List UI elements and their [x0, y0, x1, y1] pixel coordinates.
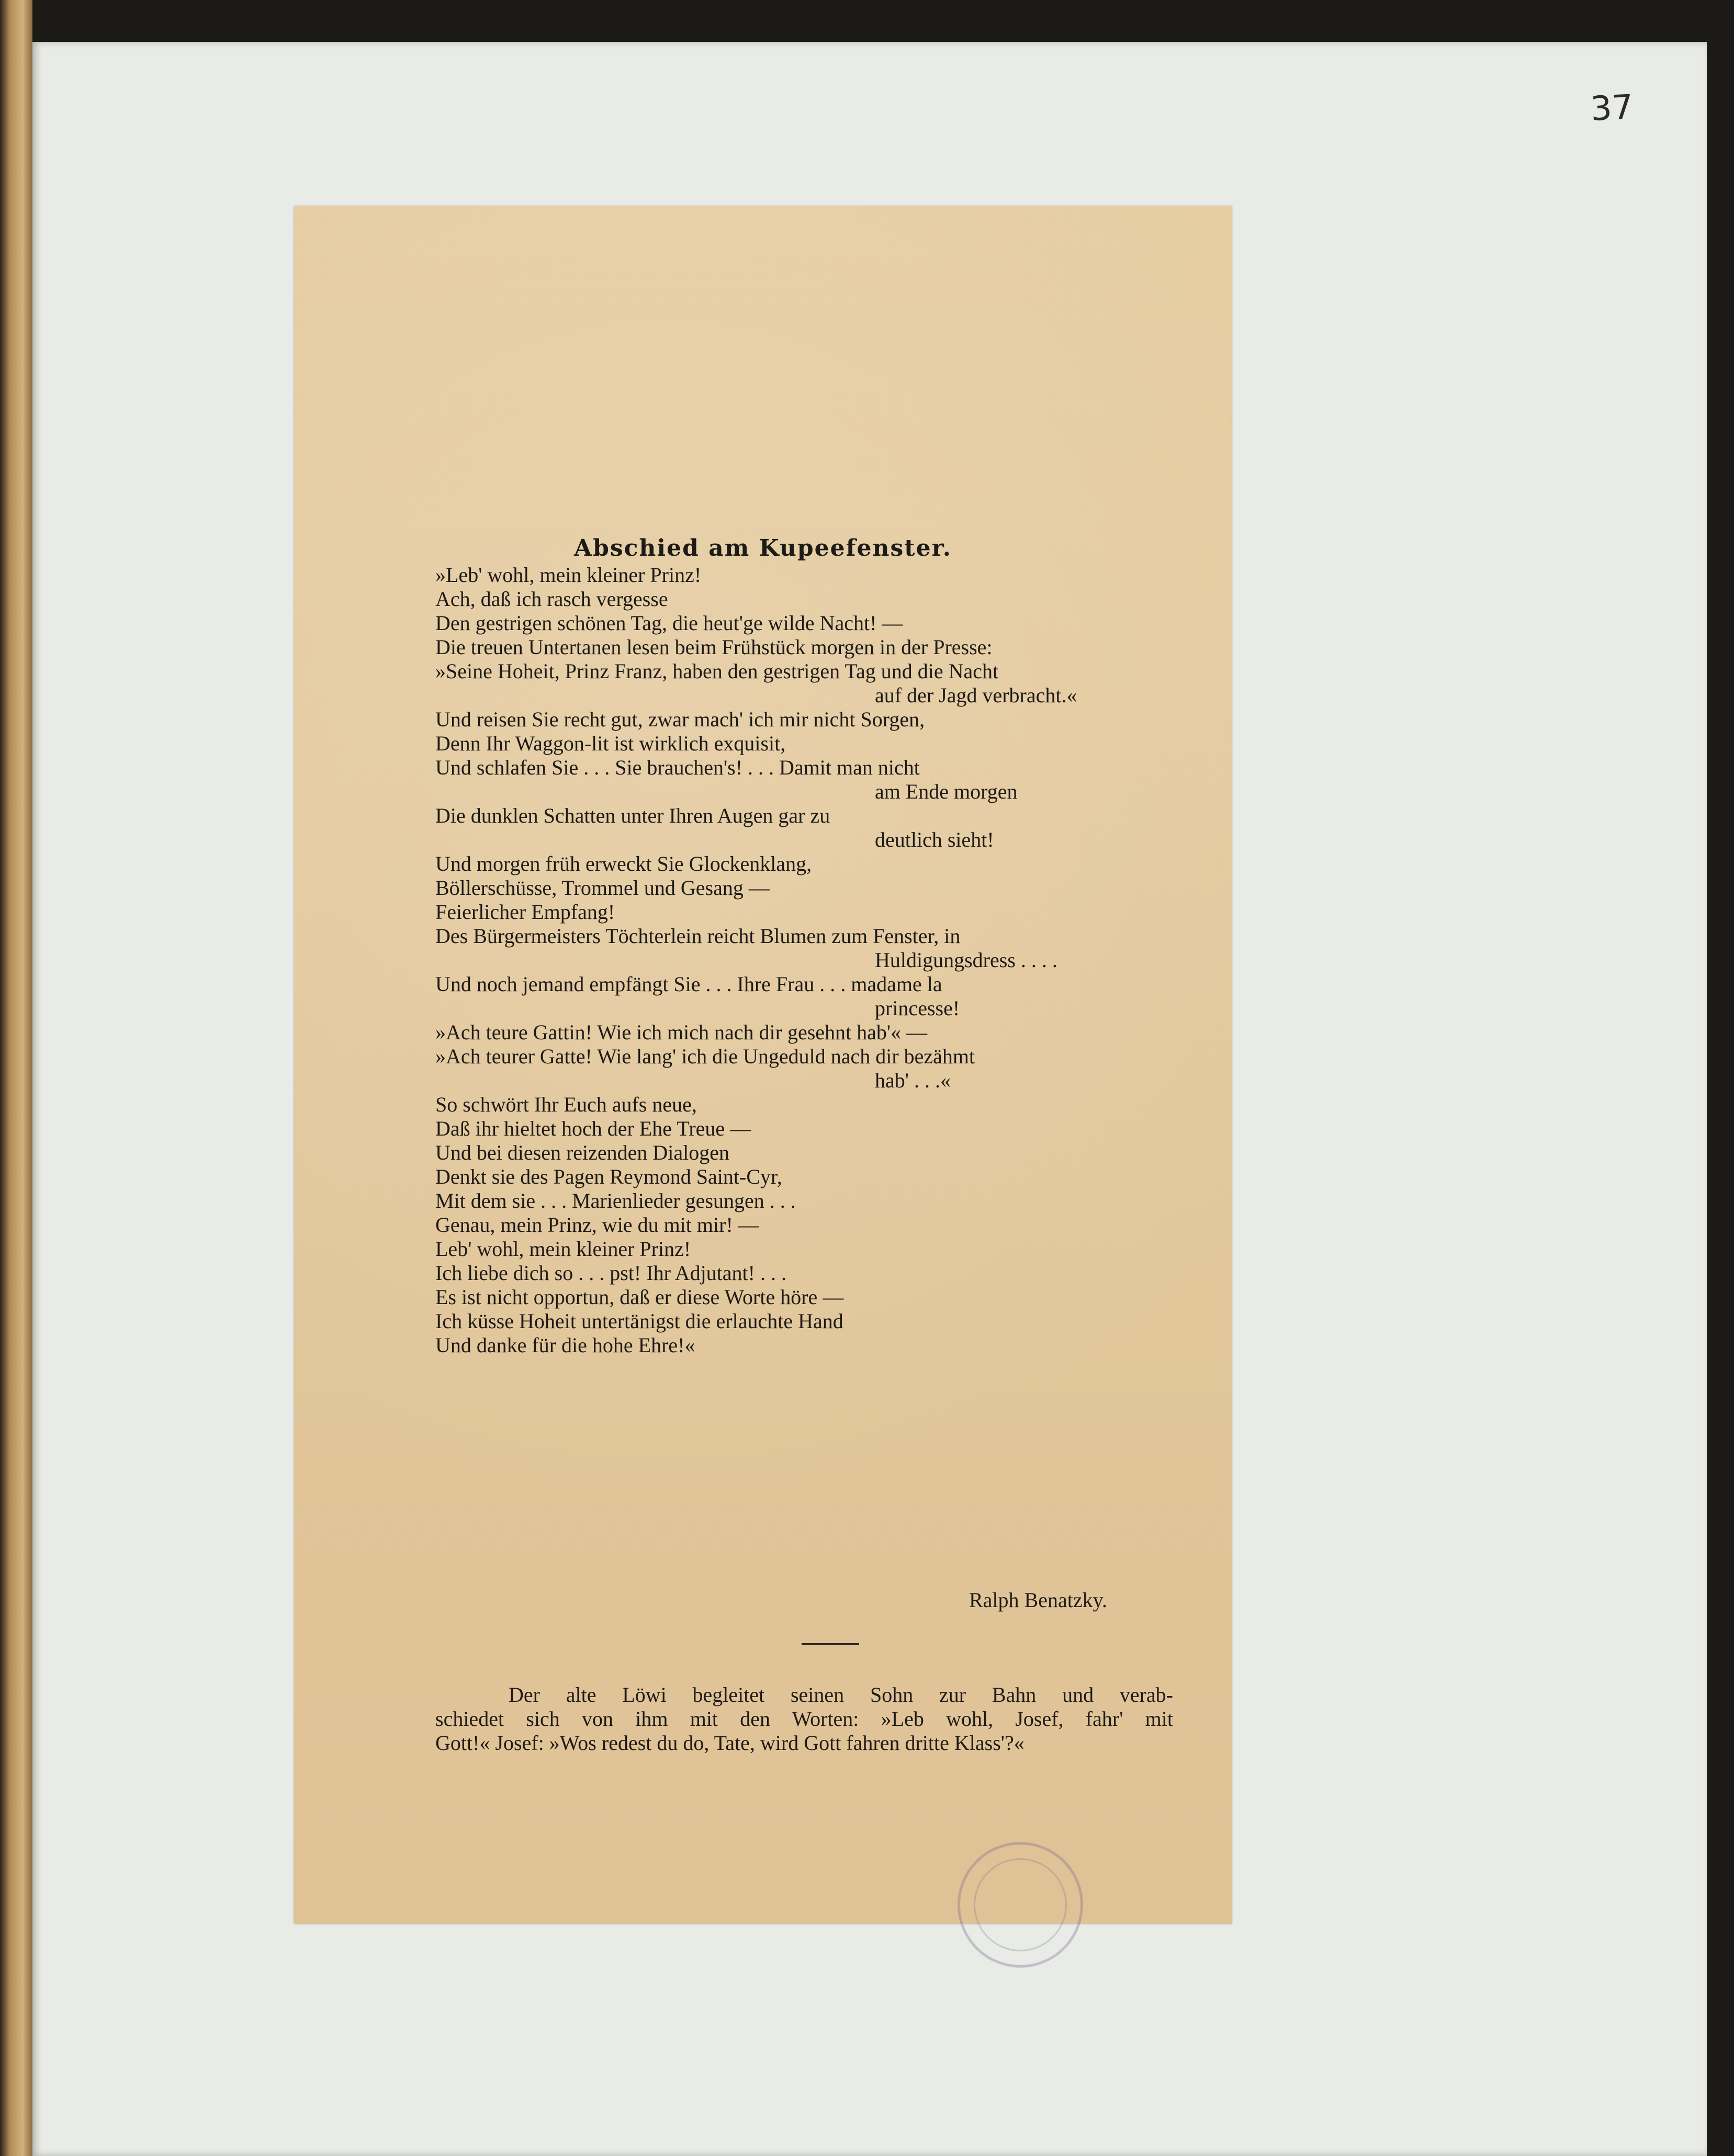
poem-line: Die treuen Untertanen lesen beim Frühstück morgen in der Presse: — [435, 635, 993, 659]
poem-line: Und morgen früh erweckt Sie Glockenklang, — [435, 852, 812, 875]
poem-line: Genau, mein Prinz, wie du mit mir! — — [435, 1213, 759, 1237]
poem-line: Denkt sie des Pagen Reymond Saint-Cyr, — [435, 1165, 782, 1188]
poem-line: Und schlafen Sie . . . Sie brauchen's! . . . Damit man nicht — [435, 756, 920, 779]
poem-line: princesse! — [875, 996, 960, 1020]
poem-line: Ach, daß ich rasch vergesse — [435, 587, 668, 611]
poem-line: am Ende morgen — [875, 780, 1018, 803]
poem-line: Huldigungsdress . . . . — [875, 948, 1057, 972]
poem-line: Es ist nicht opportun, daß er diese Worte höre — — [435, 1285, 844, 1309]
section-divider — [802, 1643, 859, 1645]
page-number: 37 — [1590, 87, 1635, 129]
poem-line: Und noch jemand empfängt Sie . . . Ihre Frau . . . madame la — [435, 972, 942, 996]
poem-line: hab' . . .« — [875, 1069, 951, 1092]
poem-line: Denn Ihr Waggon-lit ist wirklich exquisit, — [435, 732, 786, 755]
poem-line: Feierlicher Empfang! — [435, 900, 615, 924]
anecdote-line: schiedet sich von ihm mit den Worten: »Leb wohl, Josef, fahr' mit — [435, 1707, 1173, 1731]
poem-line: Die dunklen Schatten unter Ihren Augen gar zu — [435, 804, 830, 827]
poem-line: Den gestrigen schönen Tag, die heut'ge wilde Nacht! — — [435, 611, 903, 635]
poem-text — [435, 563, 1173, 1357]
poem-line: »Seine Hoheit, Prinz Franz, haben den gestrigen Tag und die Nacht — [435, 659, 999, 683]
poem-author: Ralph Benatzky. — [969, 1588, 1108, 1612]
poem-line: Und danke für die hohe Ehre!« — [435, 1333, 695, 1357]
poem-line: Ich küsse Hoheit untertänigst die erlauchte Hand — [435, 1309, 843, 1333]
poem-line: So schwört Ihr Euch aufs neue, — [435, 1093, 697, 1116]
poem-line: Leb' wohl, mein kleiner Prinz! — [435, 1237, 691, 1261]
poem-line: Und reisen Sie recht gut, zwar mach' ich mir nicht Sorgen, — [435, 708, 925, 731]
anecdote-line: Gott!« Josef: »Wos redest du do, Tate, wird Gott fahren dritte Klass'?« — [435, 1731, 1024, 1755]
poem-line: Ich liebe dich so . . . pst! Ihr Adjutant! . . . — [435, 1261, 786, 1285]
poem-title: Abschied am Kupeefenster. — [573, 535, 952, 562]
poem-line: Böllerschüsse, Trommel und Gesang — — [435, 876, 770, 900]
poem-line: Daß ihr hieltet hoch der Ehe Treue — — [435, 1117, 751, 1140]
newspaper-clipping — [294, 206, 1232, 1924]
poem-line: »Leb' wohl, mein kleiner Prinz! — [435, 563, 702, 587]
anecdote-text — [435, 1683, 1173, 1755]
archive-stamp — [958, 1842, 1083, 1968]
poem-line: Und bei diesen reizenden Dialogen — [435, 1141, 730, 1164]
anecdote-line: Der alte Löwi begleitet seinen Sohn zur Bahn und verab- — [509, 1683, 1173, 1706]
poem-line: Mit dem sie . . . Marienlieder gesungen . . . — [435, 1189, 796, 1212]
poem-line: Des Bürgermeisters Töchterlein reicht Blumen zum Fenster, in — [435, 924, 961, 948]
poem-line: deutlich sieht! — [875, 828, 994, 851]
album-binding-strip — [0, 0, 32, 2156]
poem-line: »Ach teure Gattin! Wie ich mich nach dir gesehnt hab'« — — [435, 1020, 928, 1044]
poem-line: auf der Jagd verbracht.« — [875, 683, 1077, 707]
poem-line: »Ach teurer Gatte! Wie lang' ich die Ungeduld nach dir bezähmt — [435, 1045, 975, 1068]
